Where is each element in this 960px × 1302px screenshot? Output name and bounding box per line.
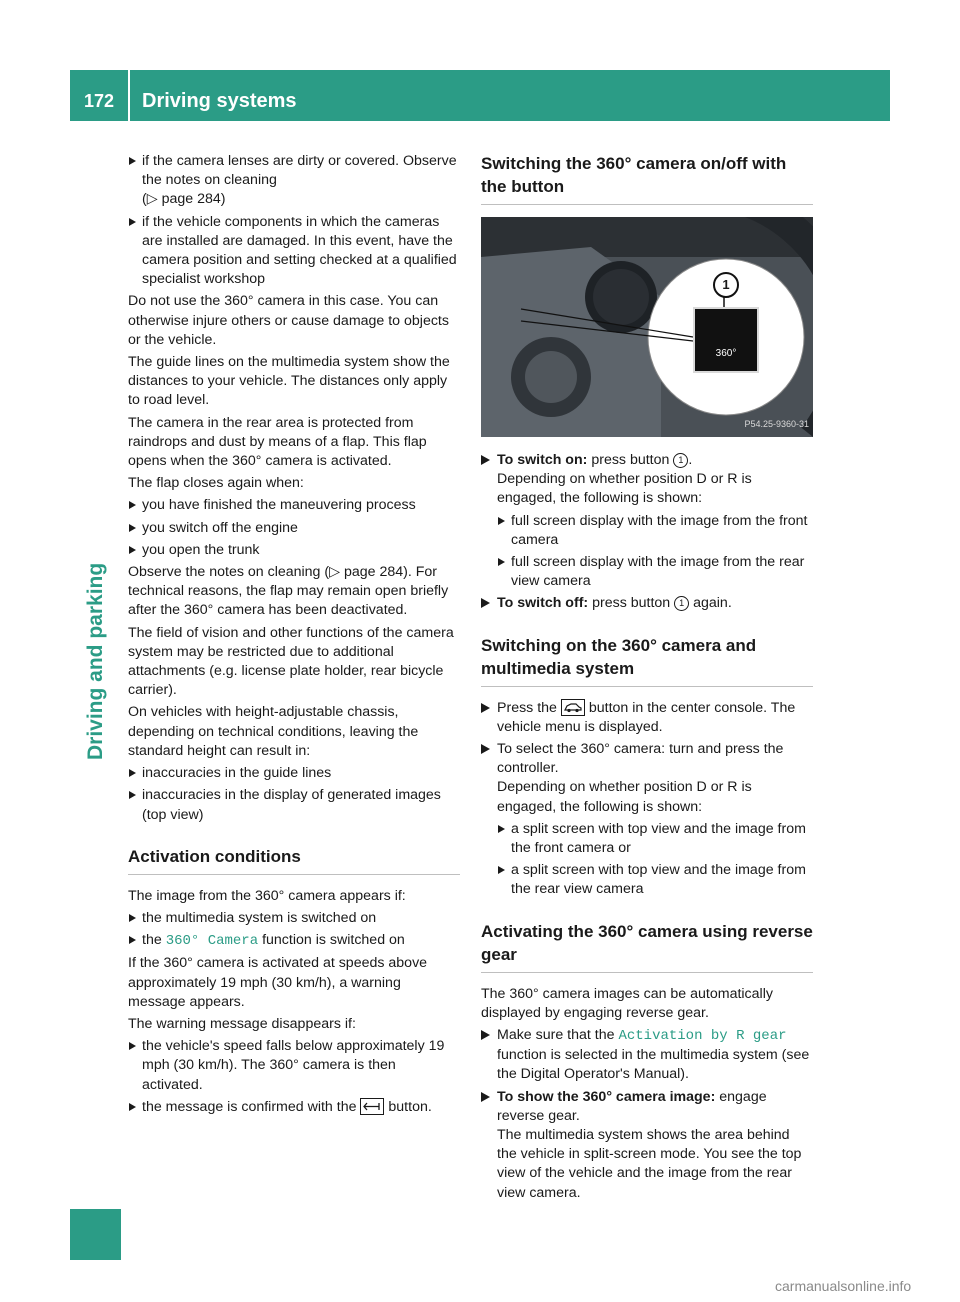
camera-button-label: 360° bbox=[715, 347, 737, 359]
button-1-icon: 1 bbox=[673, 453, 688, 468]
paragraph: On vehicles with height-adjustable chassis, depending on technical conditions, leaving the standard height can result in: bbox=[128, 704, 419, 759]
paragraph: Observe the notes on cleaning (▷ page 284). For technical reasons, the flap may remain open briefly after the 360° camera has been deactivated. bbox=[128, 564, 449, 619]
paragraph: The image from the 360° camera appears if: bbox=[128, 887, 406, 904]
list-item: you open the trunk bbox=[128, 541, 460, 560]
instruction-step: To switch off: press button 1 again. bbox=[481, 594, 813, 613]
camera-button bbox=[693, 307, 759, 373]
instruction-step: To switch on: press button 1 . Depending on whether position D or R is engaged, the following is shown: bbox=[481, 451, 813, 509]
instruction-step: To show the 360° camera image: engage reverse gear. The multimedia system shows the area behind the vehicle in split-screen mode. You see the top view of the vehicle and the image from the rear view camera. bbox=[481, 1088, 813, 1203]
paragraph: The 360° camera images can be automatically displayed by engaging reverse gear. bbox=[481, 985, 773, 1021]
list-item: the multimedia system is switched on bbox=[128, 909, 460, 928]
list-item: you switch off the engine bbox=[128, 519, 460, 538]
heading-activation-conditions: Activation conditions bbox=[128, 845, 460, 875]
paragraph: The field of vision and other functions of the camera system may be restricted due to additional attachments (e.g. license plate holder, rear bicycle carrier). bbox=[128, 624, 454, 699]
function-name: Activation by R gear bbox=[618, 1028, 787, 1045]
list-item: if the vehicle components in which the cameras are installed are damaged. In this event, have the camera position and setting checked at a qualified specialist workshop bbox=[128, 213, 460, 290]
watermark-text[interactable]: carmanualsonline.info bbox=[775, 1278, 912, 1294]
side-tab-marker bbox=[70, 1209, 121, 1260]
page-header bbox=[70, 70, 890, 121]
heading-reverse-gear: Activating the 360° camera using reverse gear bbox=[481, 920, 813, 973]
list-item: the 360° Camera function is switched on bbox=[128, 931, 460, 951]
paragraph: The guide lines on the multimedia system show the distances to your vehicle. The distances only apply to road level. bbox=[128, 354, 450, 409]
page-number: 172 bbox=[70, 70, 130, 121]
list-item: inaccuracies in the display of generated images (top view) bbox=[128, 786, 460, 824]
back-button-icon bbox=[360, 1098, 384, 1115]
list-item: a split screen with top view and the image from the rear view camera bbox=[481, 861, 813, 899]
paragraph: Do not use the 360° camera in this case. You can otherwise injure others or cause damage to objects or the vehicle. bbox=[128, 293, 449, 348]
function-name: 360° Camera bbox=[165, 933, 259, 950]
dashboard-illustration bbox=[481, 217, 813, 437]
side-tab bbox=[76, 470, 116, 790]
heading-switching-button: Switching the 360° camera on/off with the button bbox=[481, 152, 813, 205]
callout-1: 1 bbox=[713, 272, 739, 298]
list-item: a split screen with top view and the image from the front camera or bbox=[481, 820, 813, 858]
list-item: the vehicle's speed falls below approximately 19 mph (30 km/h). The 360° camera is then activated. bbox=[128, 1037, 460, 1095]
list-item: the message is confirmed with the button. bbox=[128, 1098, 460, 1117]
heading-switching-multimedia: Switching on the 360° camera and multimedia system bbox=[481, 634, 813, 687]
steering-wheel-image bbox=[481, 217, 813, 437]
instruction-step: Press the button in the center console. The vehicle menu is displayed. bbox=[481, 699, 813, 737]
button-1-icon: 1 bbox=[674, 596, 689, 611]
vehicle-menu-icon bbox=[561, 699, 585, 716]
paragraph: The camera in the rear area is protected from raindrops and dust by means of a flap. This flap opens when the 360° camera is activated. bbox=[128, 414, 427, 470]
side-tab-label: Driving and parking bbox=[84, 562, 107, 760]
instruction-step: To select the 360° camera: turn and press the controller. Depending on whether position D or R is engaged, the following is shown: bbox=[481, 740, 813, 817]
list-item: if the camera lenses are dirty or covered. Observe the notes on cleaning (▷ page 284) bbox=[128, 152, 460, 210]
list-item: full screen display with the image from the rear view camera bbox=[481, 553, 813, 591]
figure-code: P54.25-9360-31 bbox=[744, 418, 809, 429]
list-item: inaccuracies in the guide lines bbox=[128, 764, 460, 783]
instruction-step: Make sure that the Activation by R gear function is selected in the multimedia system (see the Digital Operator's Manual). bbox=[481, 1026, 813, 1085]
paragraph: The warning message disappears if: bbox=[128, 1015, 356, 1032]
list-item: full screen display with the image from the front camera bbox=[481, 512, 813, 550]
page-reference[interactable]: (▷ page 284) bbox=[142, 191, 226, 208]
right-column bbox=[481, 152, 813, 1206]
left-column bbox=[128, 152, 460, 1120]
paragraph: The flap closes again when: bbox=[128, 475, 304, 492]
paragraph: If the 360° camera is activated at speeds above approximately 19 mph (30 km/h), a warning message appears. bbox=[128, 955, 428, 1010]
section-title: Driving systems bbox=[142, 90, 297, 112]
list-item: you have finished the maneuvering process bbox=[128, 496, 460, 515]
